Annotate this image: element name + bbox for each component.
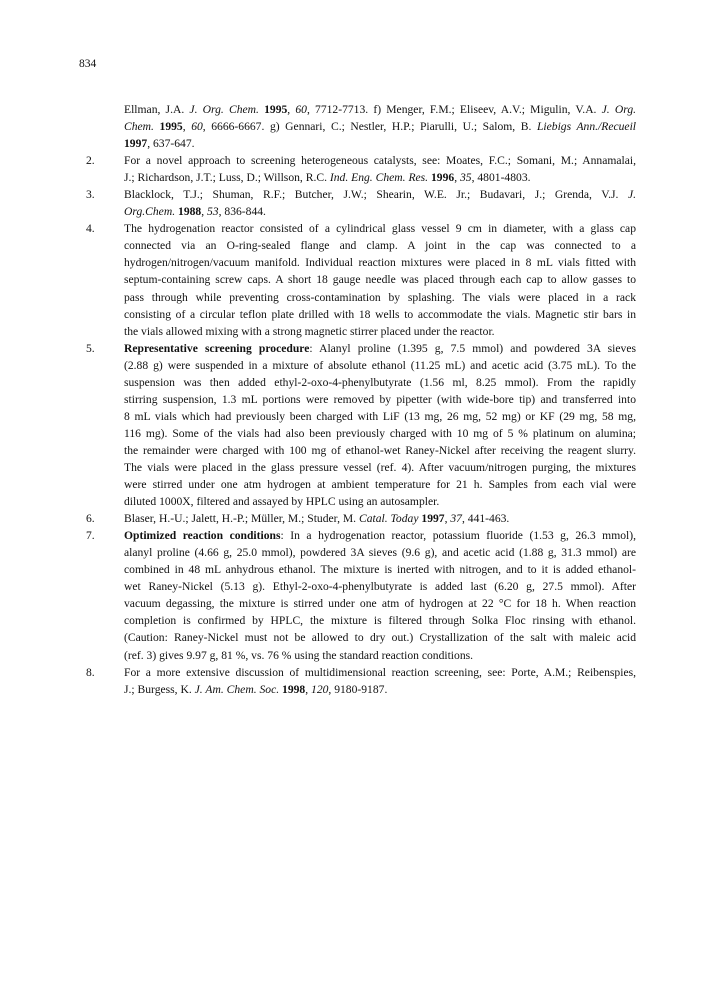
reference-line: 8 mL vials which had previously been charged with LiF (13 mg, 26 mg, 52 mg) or KF (29 mg, 58 mg, <box>124 409 636 423</box>
reference-line: combined in 48 mL anhydrous ethanol. The mixture is inerted with nitrogen, and to it is added ethanol- <box>124 563 636 577</box>
reference-line: The vials were placed in the glass pressure vessel (ref. 4). After vacuum/nitrogen purging, the mixtures <box>124 460 636 474</box>
reference-line: diluted 1000X, filtered and assayed by HPLC using an autosampler. <box>124 495 440 509</box>
reference-number: 3. <box>86 188 95 202</box>
reference-line: Optimized reaction conditions: In a hydrogenation reactor, potassium fluoride (1.53 g, 26.3 mmol), <box>124 529 636 543</box>
reference-line: J.; Richardson, J.T.; Luss, D.; Willson, R.C. Ind. Eng. Chem. Res. 1996, 35, 4801-4803. <box>124 171 531 185</box>
reference-number: 8. <box>86 665 95 679</box>
reference-line: pass through while preventing cross-contamination by splashing. The vials were placed in a rack <box>124 290 636 304</box>
reference-line: J.; Burgess, K. J. Am. Chem. Soc. 1998, 120, 9180-9187. <box>124 682 388 696</box>
reference-line: vacuum degassing, the mixture is stirred under one atm of hydrogen at 22 °C for 18 h. When reaction <box>124 597 636 611</box>
reference-line: (ref. 3) gives 9.97 g, 81 %, vs. 76 % using the standard reaction conditions. <box>124 648 474 662</box>
reference-number: 4. <box>86 222 95 236</box>
reference-item <box>86 664 636 698</box>
reference-line: (2.88 g) were suspended in a mixture of absolute ethanol (11.25 mL) and acetic acid (3.75 mL). To the <box>124 358 636 372</box>
reference-item <box>86 340 636 510</box>
reference-line: hydrogen/nitrogen/vacuum manifold. Individual reaction mixtures were placed in 8 mL vials fitted with <box>124 256 636 270</box>
reference-number: 6. <box>86 512 95 526</box>
reference-line: suspension was then added ethyl-2-oxo-4-phenylbutyrate (1.56 ml, 8.25 mmol). From the rapidly <box>124 375 636 389</box>
reference-line: the vials allowed mixing with a strong magnetic stirrer placed under the reactor. <box>124 324 495 338</box>
reference-item <box>86 220 636 339</box>
reference-line: Representative screening procedure: Alanyl proline (1.395 g, 7.5 mmol) and powdered 3A sieves <box>124 341 637 355</box>
reference-line: Blaser, H.-U.; Jalett, H.-P.; Müller, M.; Studer, M. Catal. Today 1997, 37, 441-463. <box>124 512 510 526</box>
reference-line: Chem. 1995, 60, 6666-6667. g) Gennari, C.; Nestler, H.P.; Piarulli, U.; Salom, B. Liebigs Ann./Recueil <box>124 120 637 134</box>
reference-item <box>86 186 636 220</box>
reference-line: consisting of a circular teflon plate drilled with 18 wells to accommodate the vials. Magnetic stir bars in <box>124 307 636 321</box>
reference-number: 5. <box>86 341 95 355</box>
reference-line: Ellman, J.A. J. Org. Chem. 1995, 60, 7712-7713. f) Menger, F.M.; Eliseev, A.V.; Migulin, V.A. J. Org. <box>124 103 637 116</box>
reference-item <box>86 152 636 186</box>
reference-line: connected via an O-ring-sealed flange and clamp. A joint in the cap was connected to a <box>124 239 636 253</box>
reference-number: 7. <box>86 529 95 543</box>
reference-line: The hydrogenation reactor consisted of a cylindrical glass vessel 9 cm in diameter, with a glass cap <box>124 222 636 236</box>
reference-line: 116 mg). Some of the vials had also been previously charged with 10 mg of 5 % platinum on alumina; <box>124 426 636 440</box>
reference-line: were stirred under one atm hydrogen at ambient temperature for 21 h. Samples from each vial were <box>124 478 636 492</box>
page-number: 834 <box>79 58 97 70</box>
reference-line: the remainder were charged with 100 mg of ethanol-wet Raney-Nickel after receiving the reagent slurry. <box>124 443 636 457</box>
reference-number: 2. <box>86 154 95 168</box>
reference-line: Org.Chem. 1988, 53, 836-844. <box>124 205 266 219</box>
reference-line: 1997, 637-647. <box>124 137 195 151</box>
reference-line: (Caution: Raney-Nickel must not be allowed to dry out.) Crystallization of the salt with maleic acid <box>124 631 636 645</box>
reference-line: wet Raney-Nickel (5.13 g). Ethyl-2-oxo-4-phenylbutyrate is added last (6.20 g, 27.5 mmol). After <box>124 580 636 594</box>
reference-line: Blacklock, T.J.; Shuman, R.F.; Butcher, J.W.; Shearin, W.E. Jr.; Budavari, J.; Grenda, V.J. J. <box>124 188 636 202</box>
reference-item <box>86 101 636 152</box>
reference-item <box>86 510 636 527</box>
reference-line: stirring suspension, 1.3 mL portions were removed by pipetter (with wide-bore tip) and transferred into <box>124 392 636 406</box>
reference-line: completion is confirmed by HPLC, the mixture is filtered through Solka Floc rinsing with ethanol. <box>124 614 636 628</box>
reference-line: septum-containing screw caps. A short 18 gauge needle was placed through each cap to allow gasses to <box>124 273 636 287</box>
reference-item <box>86 527 636 663</box>
reference-line: For a novel approach to screening heterogeneous catalysts, see: Moates, F.C.; Somani, M.; Annamalai, <box>124 154 636 168</box>
reference-line: alanyl proline (4.66 g, 25.0 mmol), powdered 3A sieves (9.6 g), and acetic acid (1.88 g, 31.3 mmol) are <box>124 546 636 560</box>
reference-line: For a more extensive discussion of multidimensional reaction screening, see: Porte, A.M.; Reibenspies, <box>124 665 636 679</box>
reference-list <box>86 101 636 698</box>
